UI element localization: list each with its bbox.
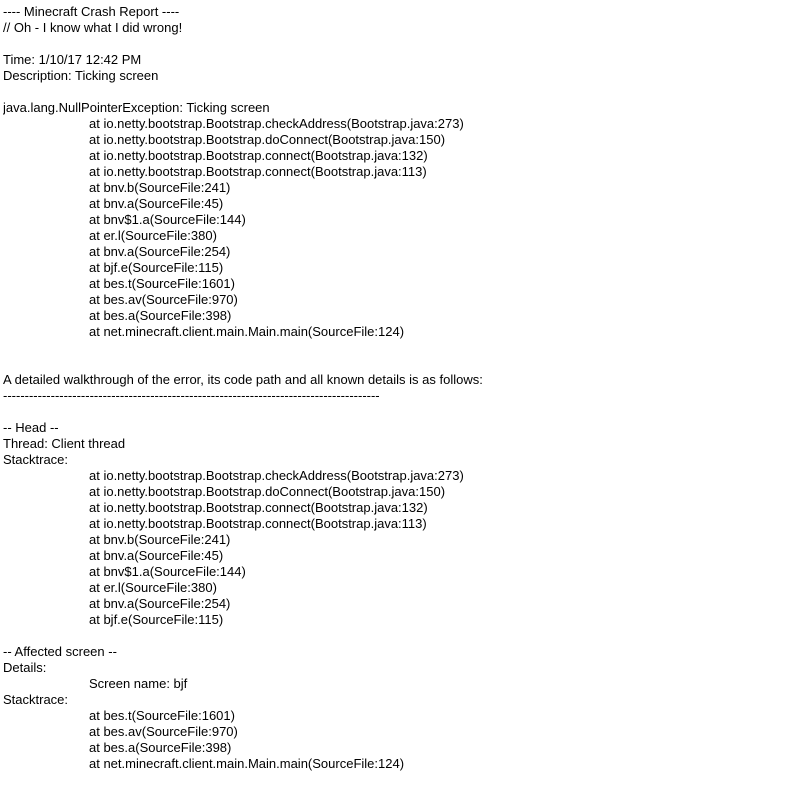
report-line: Details: (3, 660, 47, 675)
report-line: Thread: Client thread (3, 436, 126, 451)
report-line: at bes.av(SourceFile:970) (89, 724, 238, 739)
report-line: at er.l(SourceFile:380) (89, 580, 217, 595)
report-line (3, 404, 796, 420)
report-line: at io.netty.bootstrap.Bootstrap.checkAddress(Bootstrap.java:273) (89, 116, 464, 131)
report-line: at bes.t(SourceFile:1601) (89, 276, 235, 291)
report-line: at io.netty.bootstrap.Bootstrap.connect(Bootstrap.java:113) (89, 164, 427, 179)
report-line: at net.minecraft.client.main.Main.main(SourceFile:124) (89, 324, 405, 339)
report-line: at io.netty.bootstrap.Bootstrap.checkAddress(Bootstrap.java:273) (89, 468, 464, 483)
report-line: at bnv.a(SourceFile:45) (89, 196, 224, 211)
report-line: at bnv.b(SourceFile:241) (89, 532, 231, 547)
report-line: -- Affected screen -- (3, 644, 117, 659)
report-line: at bnv$1.a(SourceFile:144) (89, 212, 246, 227)
report-line: at io.netty.bootstrap.Bootstrap.connect(Bootstrap.java:113) (89, 516, 427, 531)
report-line: at bnv.a(SourceFile:254) (89, 596, 231, 611)
report-line: at bes.a(SourceFile:398) (89, 308, 232, 323)
report-line: at io.netty.bootstrap.Bootstrap.doConnect(Bootstrap.java:150) (89, 132, 446, 147)
report-line: Description: Ticking screen (3, 68, 159, 83)
report-line: --------------------------------------------------------------------------------------- (3, 388, 380, 403)
report-line: Stacktrace: (3, 692, 69, 707)
report-line (3, 340, 796, 356)
report-line: at io.netty.bootstrap.Bootstrap.connect(Bootstrap.java:132) (89, 148, 428, 163)
report-line: // Oh - I know what I did wrong! (3, 20, 183, 35)
report-line (3, 628, 796, 644)
report-line: ---- Minecraft Crash Report ---- (3, 4, 180, 19)
report-line: at io.netty.bootstrap.Bootstrap.connect(Bootstrap.java:132) (89, 500, 428, 515)
report-line: at bnv$1.a(SourceFile:144) (89, 564, 246, 579)
report-line: at io.netty.bootstrap.Bootstrap.doConnect(Bootstrap.java:150) (89, 484, 446, 499)
report-line: at bjf.e(SourceFile:115) (89, 612, 224, 627)
report-line: at net.minecraft.client.main.Main.main(SourceFile:124) (89, 756, 405, 771)
report-line: at bjf.e(SourceFile:115) (89, 260, 224, 275)
report-line: Screen name: bjf (89, 676, 188, 691)
report-line: at er.l(SourceFile:380) (89, 228, 217, 243)
report-line: at bnv.a(SourceFile:254) (89, 244, 231, 259)
report-line: A detailed walkthrough of the error, its code path and all known details is as follows: (3, 372, 483, 387)
report-line (3, 84, 796, 100)
report-line: Stacktrace: (3, 452, 69, 467)
report-line (3, 356, 796, 372)
report-line: java.lang.NullPointerException: Ticking screen (3, 100, 270, 115)
report-line: at bes.t(SourceFile:1601) (89, 708, 235, 723)
report-line (3, 36, 796, 52)
report-line: at bnv.a(SourceFile:45) (89, 548, 224, 563)
report-line: Time: 1/10/17 12:42 PM (3, 52, 142, 67)
report-line: at bes.a(SourceFile:398) (89, 740, 232, 755)
report-line: -- Head -- (3, 420, 59, 435)
report-line: at bes.av(SourceFile:970) (89, 292, 238, 307)
report-line: at bnv.b(SourceFile:241) (89, 180, 231, 195)
